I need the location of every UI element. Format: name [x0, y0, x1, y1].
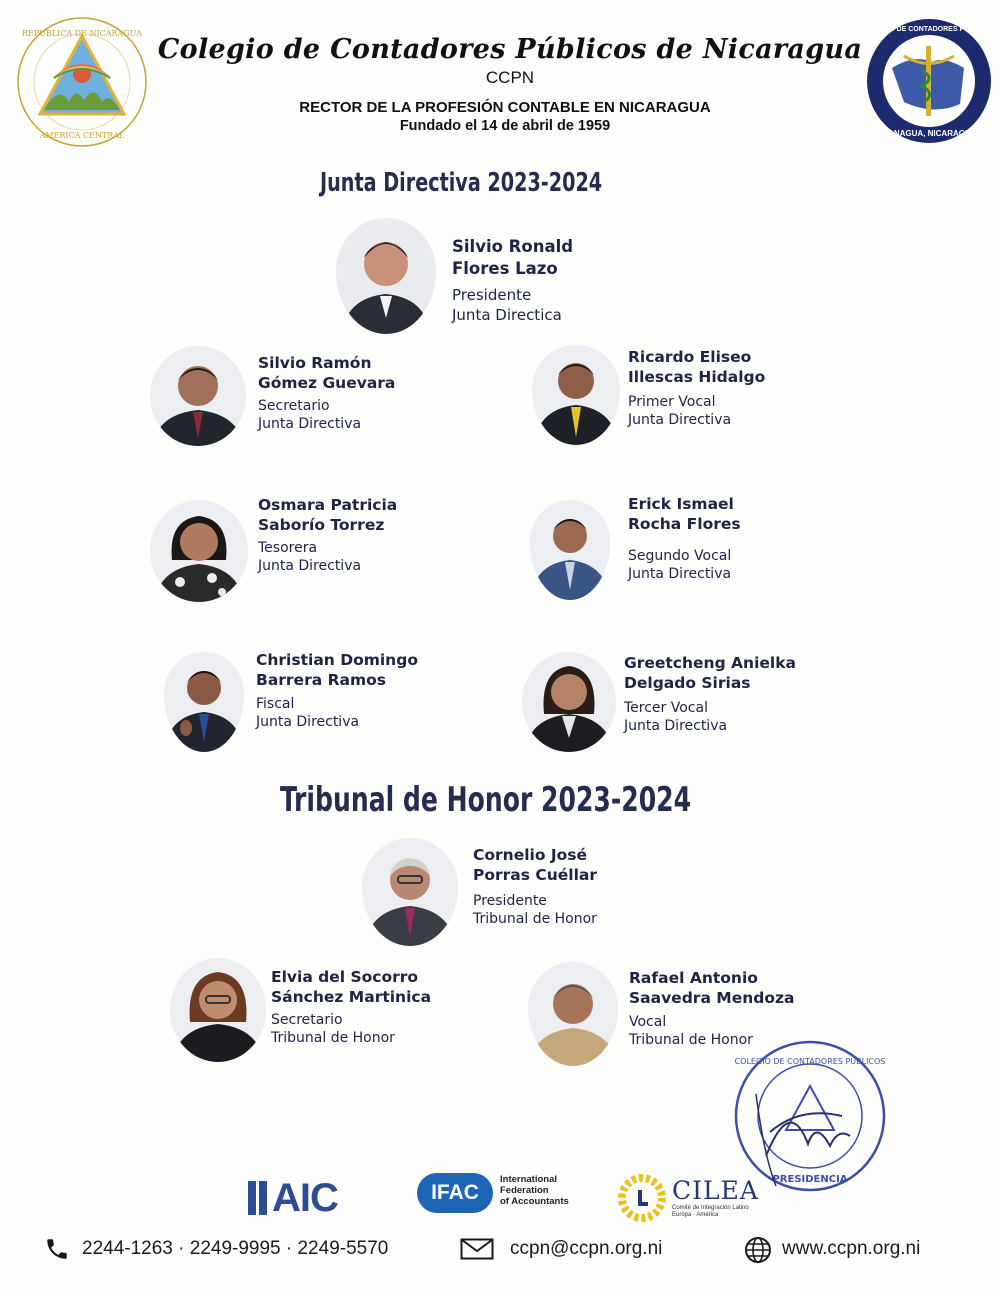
email-link[interactable]: ccpn@ccpn.org.ni	[510, 1238, 663, 1259]
member-name: Rafael Antonio Saavedra Mendoza	[629, 969, 795, 1007]
svg-text:AMERICA CENTRAL: AMERICA CENTRAL	[39, 131, 125, 140]
ccpn-logo-seal	[864, 16, 994, 146]
avatar	[522, 652, 616, 752]
svg-text:REPUBLICA DE NICARAGUA: REPUBLICA DE NICARAGUA	[22, 29, 142, 38]
founded-date: Fundado el 14 de abril de 1959	[399, 118, 611, 134]
svg-text:MANAGUA, NICARAGUA: MANAGUA, NICARAGUA	[881, 129, 977, 138]
member-role: Fiscal Junta Directiva	[256, 696, 360, 730]
organization-abbreviation: CCPN	[485, 68, 535, 87]
member-name: Osmara Patricia Saborío Torrez	[258, 496, 398, 534]
organization-tagline: RECTOR DE LA PROFESIÓN CONTABLE EN NICARAGUA	[299, 99, 711, 116]
member-name: Cornelio José Porras Cuéllar	[473, 846, 598, 884]
member-name: Greetcheng Anielka Delgado Sirias	[624, 654, 796, 692]
cilea-logo-mark	[616, 1172, 668, 1224]
junta-directiva-heading: Junta Directiva 2023-2024	[320, 168, 603, 198]
member-name: Silvio Ramón Gómez Guevara	[258, 354, 396, 392]
nicaragua-coat-of-arms-seal	[14, 14, 150, 150]
mail-icon	[460, 1238, 494, 1260]
avatar	[150, 500, 248, 602]
avatar	[362, 838, 458, 946]
avatar	[164, 652, 244, 752]
svg-text:COLEGIO DE CONTADORES PUBLICOS: COLEGIO DE CONTADORES PUBLICOS	[864, 26, 994, 33]
phone-icon	[44, 1236, 70, 1262]
cilea-logo: CILEA	[672, 1176, 759, 1205]
avatar	[532, 345, 620, 445]
ifac-caption: International Federation of Accountants	[500, 1174, 569, 1207]
avatar	[530, 500, 610, 600]
svg-text:COLEGIO DE CONTADORES PÚBLICOS: COLEGIO DE CONTADORES PÚBLICOS	[734, 1057, 886, 1066]
tribunal-de-honor-heading: Tribunal de Honor 2023-2024	[280, 780, 692, 820]
avatar	[170, 958, 266, 1062]
member-role: Secretario Tribunal de Honor	[271, 1012, 395, 1046]
presidency-stamp	[730, 1036, 890, 1196]
svg-text:PRESIDENCIA: PRESIDENCIA	[772, 1174, 848, 1185]
member-name: Silvio Ronald Flores Lazo	[452, 237, 574, 278]
avatar	[336, 218, 436, 334]
organization-title: Colegio de Contadores Públicos de Nicaragua	[157, 34, 863, 65]
aic-logo: AIC	[248, 1176, 338, 1221]
cilea-caption: Comité de Integración Latino Europa · América	[672, 1205, 749, 1218]
member-name: Elvia del Socorro Sánchez Martinica	[271, 968, 432, 1006]
member-name: Erick Ismael Rocha Flores	[628, 495, 741, 533]
globe-icon	[744, 1236, 772, 1264]
member-name: Ricardo Eliseo Illescas Hidalgo	[628, 348, 766, 386]
member-role: Tercer Vocal Junta Directiva	[624, 700, 728, 734]
avatar	[528, 962, 618, 1066]
avatar	[150, 346, 246, 446]
member-role: Tesorera Junta Directiva	[258, 540, 362, 574]
member-role: Segundo Vocal Junta Directiva	[628, 548, 732, 582]
member-role: Presidente Junta Directica	[452, 286, 562, 324]
member-role: Primer Vocal Junta Directiva	[628, 394, 732, 428]
member-name: Christian Domingo Barrera Ramos	[256, 651, 418, 689]
website-link[interactable]: www.ccpn.org.ni	[782, 1238, 921, 1259]
member-role: Presidente Tribunal de Honor	[473, 893, 597, 927]
phone-numbers: 2244-1263 · 2249-9995 · 2249-5570	[82, 1238, 389, 1259]
member-role: Secretario Junta Directiva	[258, 398, 362, 432]
ifac-logo: IFAC	[417, 1173, 493, 1213]
member-role: Vocal Tribunal de Honor	[629, 1014, 753, 1048]
